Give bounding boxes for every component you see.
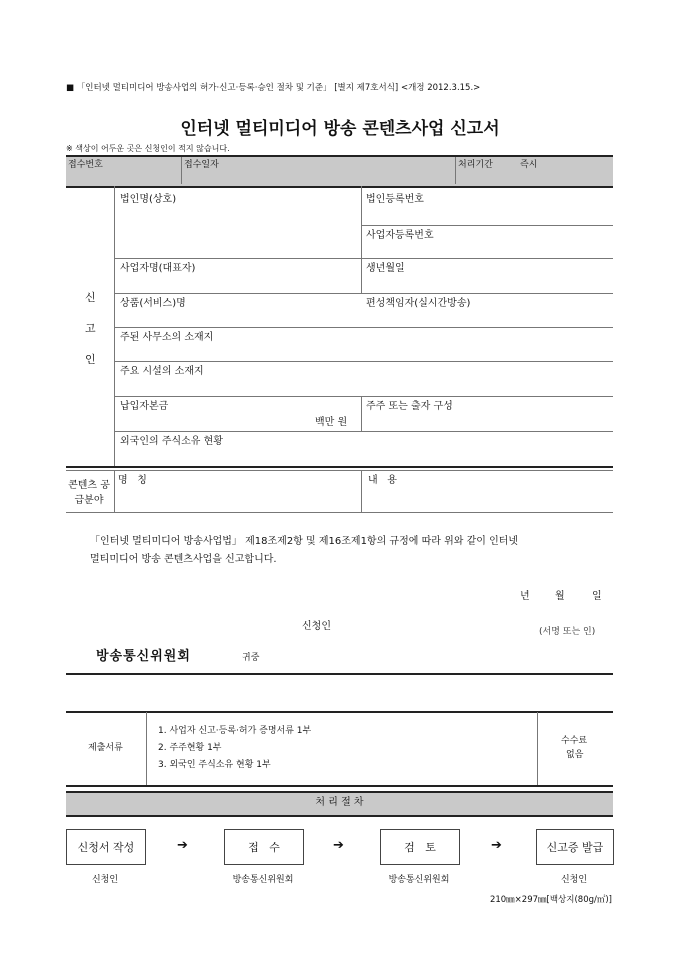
processing-period-value: 즉시 [520, 160, 538, 170]
step-actor: 신청인 [560, 875, 588, 885]
fee-label: 수수료 [561, 736, 588, 746]
receipt-divider [455, 157, 456, 184]
owner-label: 사업자명(대표자) [120, 263, 196, 274]
section-line [66, 785, 613, 787]
step-label: 신고증 발급 [546, 841, 604, 854]
applicant-sign-label: 신청인 [302, 621, 331, 632]
receipt-date-label: 접수일자 [184, 160, 219, 170]
processing-period-label: 처리기간 [458, 160, 493, 170]
foreign-ownership-label: 외국인의 주식소유 현황 [120, 436, 223, 447]
date-day: 일 [592, 591, 602, 602]
procedure-title: 처 리 절 차 [315, 797, 364, 808]
row-line [114, 431, 613, 432]
applicant-side-label-2: 고 [85, 322, 96, 335]
row-line [114, 361, 613, 362]
form-reference: 「인터넷 멀티미디어 방송사업의 허가·신고·등록·승인 절차 및 기준」 [별지 제7호서식] <개정 2012.3.15.> [76, 83, 481, 93]
date-year: 년 [520, 591, 530, 602]
biz-reg-no-label: 사업자등록번호 [366, 230, 434, 241]
content-side-label: 콘텐츠 공급분야 [68, 480, 110, 506]
step-receipt-box [224, 829, 304, 865]
date-month: 월 [555, 591, 565, 602]
content-desc-label: 내 용 [368, 475, 397, 486]
step-label: 접 수 [248, 841, 280, 854]
section-line [66, 470, 613, 471]
declaration-line-2: 멀티미디어 방송 콘텐츠사업을 신고합니다. [90, 554, 277, 565]
square-bullet-icon: ■ [66, 83, 75, 93]
arrow-right-icon: ➔ [333, 838, 344, 853]
step-application-box [66, 829, 146, 865]
fee-value: 없음 [566, 750, 584, 760]
submission-divider [537, 712, 538, 785]
capital-unit: 백만 원 [315, 417, 348, 428]
receipt-divider [181, 157, 182, 184]
corp-reg-no-label: 법인등록번호 [366, 194, 424, 205]
paper-spec: 210㎜×297㎜[백상지(80g/㎡)] [489, 895, 612, 905]
content-label-divider [114, 470, 115, 512]
product-label: 상품(서비스)명 [120, 298, 186, 309]
content-mid-divider [361, 470, 362, 512]
step-review-box [380, 829, 460, 865]
sign-or-seal-label: (서명 또는 인) [539, 627, 596, 637]
page-title: 인터넷 멀티미디어 방송 콘텐츠사업 신고서 [180, 119, 500, 139]
content-name-label: 명 칭 [118, 475, 147, 486]
section-line [66, 466, 613, 468]
step-label: 신청서 작성 [77, 841, 135, 854]
step-actor: 방송통신위원회 [232, 875, 294, 885]
main-office-label: 주된 사무소의 소재지 [120, 332, 214, 343]
applicant-mid-divider [361, 396, 362, 432]
submission-item: 1. 사업자 신고·등록·허가 증명서류 1부 [158, 726, 312, 736]
row-line [114, 396, 613, 397]
birth-label: 생년월일 [366, 263, 405, 274]
row-line [114, 258, 613, 259]
row-line [114, 293, 613, 294]
arrow-right-icon: ➔ [177, 838, 188, 853]
editor-label: 편성책임자(실시간방송) [366, 298, 471, 309]
shareholders-label: 주주 또는 출자 구성 [366, 401, 453, 412]
row-line [361, 225, 613, 226]
arrow-right-icon: ➔ [491, 838, 502, 853]
addressee-honorific: 귀중 [242, 653, 260, 663]
applicant-side-label-3: 인 [85, 353, 96, 366]
declaration-line-1: 「인터넷 멀티미디어 방송사업법」 제18조제2항 및 제16조제1항의 규정에 따라 위와 같이 인터넷 [90, 536, 519, 547]
applicant-side-label-1: 신 [85, 291, 96, 304]
form-header-note [66, 84, 480, 93]
main-facility-label: 주요 시설의 소재지 [120, 366, 204, 377]
instruction-note: ※ 색상이 어두운 곳은 신청인이 적지 않습니다. [66, 144, 230, 153]
submission-divider [146, 712, 147, 785]
section-line [66, 711, 613, 713]
step-issuance-box [536, 829, 614, 865]
step-actor: 신청인 [91, 875, 119, 885]
applicant-mid-divider [361, 186, 362, 294]
submission-item: 3. 외국인 주식소유 현황 1부 [158, 760, 271, 770]
step-label: 검 토 [404, 841, 436, 854]
receipt-number-label: 접수번호 [68, 160, 103, 170]
submission-item: 2. 주주현황 1부 [158, 743, 222, 753]
addressee-org: 방송통신위원회 [96, 649, 191, 664]
row-line [114, 327, 613, 328]
capital-label: 납입자본금 [120, 401, 169, 412]
section-line [66, 673, 613, 675]
step-actor: 방송통신위원회 [388, 875, 450, 885]
section-line [66, 512, 613, 513]
corp-name-label: 법인명(상호) [120, 194, 177, 205]
submission-label: 제출서류 [88, 743, 123, 753]
